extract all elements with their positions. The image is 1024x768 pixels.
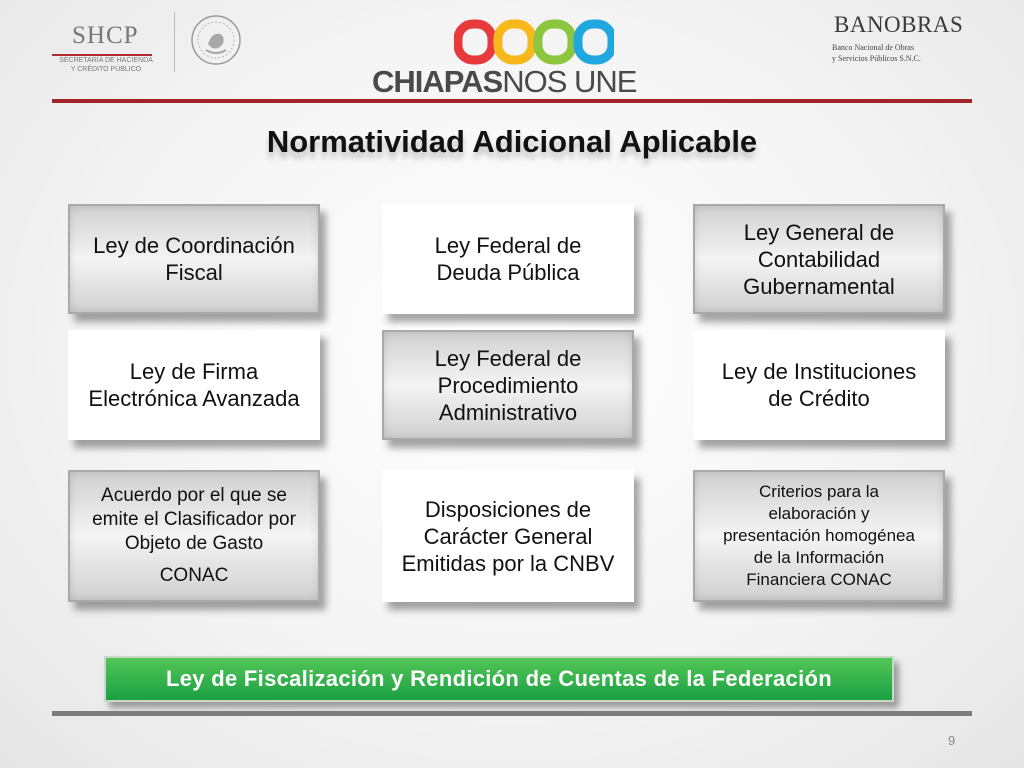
card-acuerdo-clasificador [68, 470, 320, 602]
card-text-line: Ley de Coordinación [93, 233, 295, 258]
shcp-logo [50, 12, 250, 72]
card-criterios-conac [693, 470, 945, 602]
footer-divider [52, 711, 972, 716]
card-ley-federal-deuda-publica [382, 204, 634, 314]
page-number: 9 [948, 733, 956, 748]
chiapas-ring [578, 24, 612, 60]
card-text-line: Acuerdo por el que se [101, 485, 287, 506]
card-text-line: Carácter General [423, 523, 593, 549]
card-text-line: Ley General de [743, 219, 895, 245]
card-text-line: Contabilidad [757, 246, 881, 272]
card-text-line: presentación homogénea [723, 526, 915, 545]
card-text-line: Ley de Firma [129, 359, 259, 384]
card-text-line: de Crédito [768, 386, 870, 411]
banobras-logo [822, 8, 972, 68]
mexico-seal-icon [190, 14, 242, 66]
chiapas-ring [458, 24, 492, 60]
card-disposiciones-cnbv [382, 470, 634, 602]
shcp-subtitle: SECRETARÍA DE HACIENDA Y CRÉDITO PÚBLICO [59, 57, 153, 73]
ley-fiscalizacion-banner: Ley de Fiscalización y Rendición de Cuentas de la Federación [104, 656, 894, 702]
banobras-name: BANOBRAS [834, 12, 964, 37]
chiapas-nos-une-logo [372, 14, 637, 99]
slide-title: Normatividad Adicional Aplicable [266, 124, 758, 159]
card-text-line: Ley Federal de [434, 345, 582, 371]
slide-header [0, 0, 1024, 100]
card-ley-procedimiento-administrativo [382, 330, 634, 440]
card-text-line: Criterios para la [759, 482, 879, 501]
card-text-line: elaboración y [768, 504, 870, 523]
chiapas-ring [498, 24, 532, 60]
chiapas-wordmark: CHIAPASNOS UNE [372, 64, 637, 99]
chiapas-ring [538, 24, 572, 60]
card-text-line: Electrónica Avanzada [88, 386, 300, 411]
card-ley-instituciones-credito [693, 330, 945, 440]
card-ley-general-contabilidad [693, 204, 945, 314]
chiapas-rings-icon [454, 18, 614, 66]
card-text-line: Fiscal [165, 260, 223, 285]
card-text-line: Disposiciones de [424, 496, 592, 522]
card-text-line: Deuda Pública [436, 260, 580, 285]
card-text-line: Financiera CONAC [746, 570, 892, 589]
card-text-line: Gubernamental [743, 273, 895, 299]
card-text-line: Ley Federal de [434, 233, 582, 258]
banobras-subtitle: Banco Nacional de Obras y Servicios Públicos S.N.C. [832, 43, 921, 63]
card-text-line: de la Información [753, 548, 885, 567]
card-text-line: Ley de Instituciones [721, 359, 917, 384]
card-ley-firma-electronica [68, 330, 320, 440]
card-text-line: emite el Clasificador por [92, 509, 296, 530]
card-text-line: Procedimiento [437, 372, 579, 398]
card-subtext: CONAC [159, 565, 229, 586]
card-text-line: Emitidas por la CNBV [401, 550, 615, 576]
shcp-name: SHCP [72, 22, 139, 49]
card-text-line: Administrativo [438, 399, 578, 425]
card-text-line: Objeto de Gasto [124, 533, 264, 554]
logo-separator [174, 12, 175, 72]
card-ley-coordinacion-fiscal [68, 204, 320, 314]
header-red-divider [52, 99, 972, 103]
